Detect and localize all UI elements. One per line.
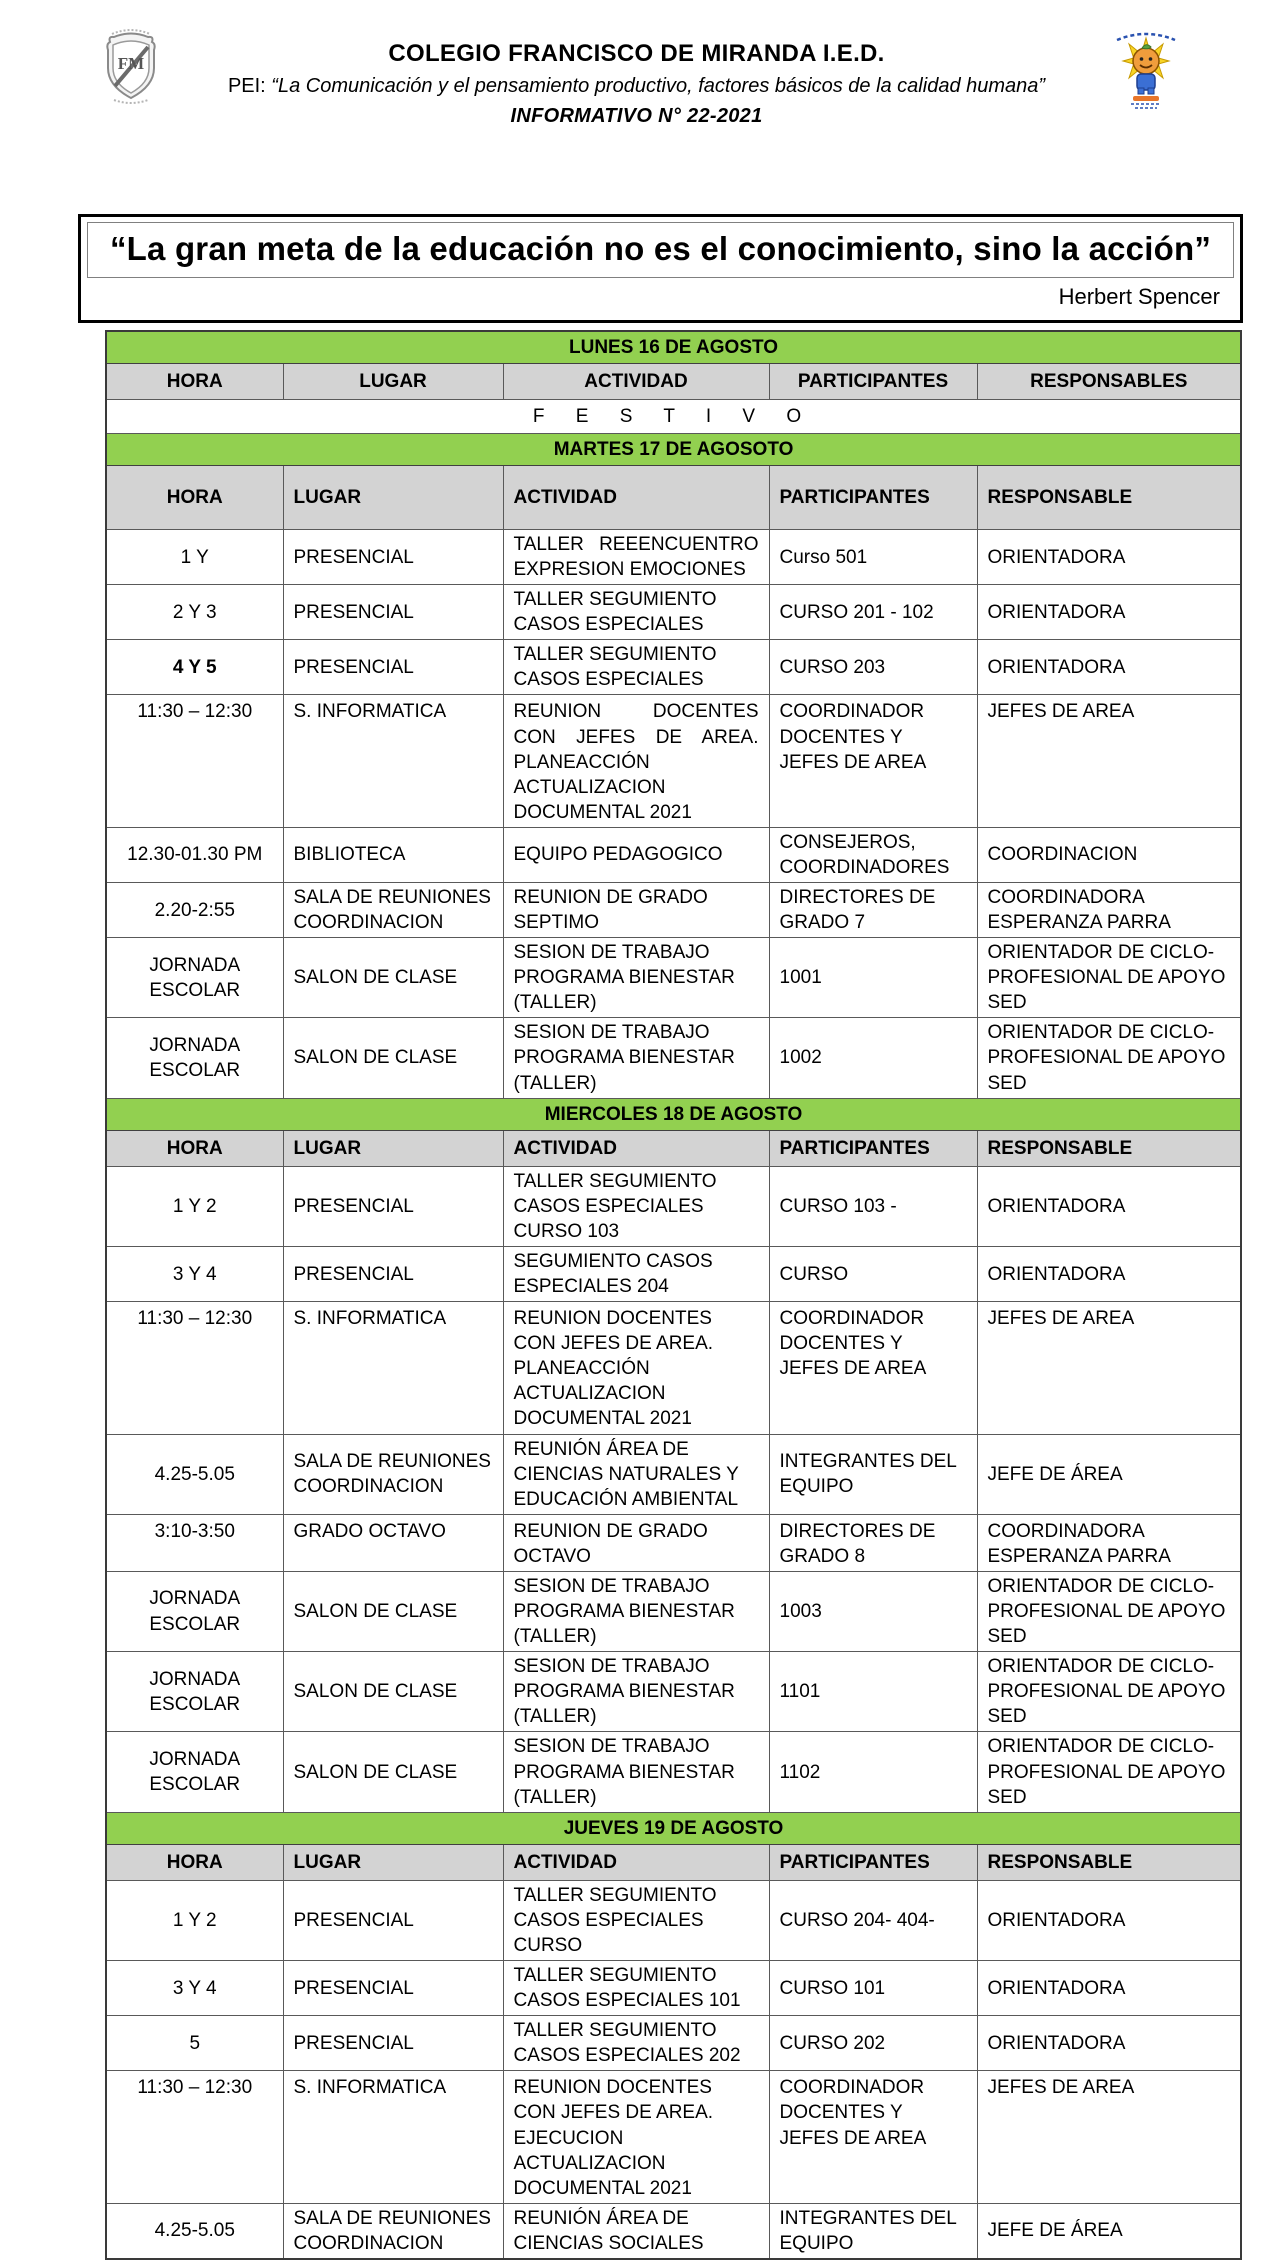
day-title: JUEVES 19 DE AGOSTO xyxy=(106,1812,1241,1844)
cell-participantes: INTEGRANTES DEL EQUIPO xyxy=(769,2203,977,2259)
day-band-row xyxy=(106,1812,1241,1844)
header-text-block xyxy=(164,26,1109,128)
schedule-row xyxy=(106,1166,1241,1246)
column-header-row xyxy=(106,1130,1241,1166)
cell-responsable: JEFES DE AREA xyxy=(977,695,1241,827)
document-header xyxy=(0,0,1275,128)
cell-lugar: PRESENCIAL xyxy=(283,1961,503,2016)
cell-hora: 2 Y 3 xyxy=(106,585,283,640)
cell-actividad: REUNION DE GRADO SEPTIMO xyxy=(503,883,769,938)
cell-participantes: INTEGRANTES DEL EQUIPO xyxy=(769,1434,977,1514)
col-header-hora: HORA xyxy=(106,1130,283,1166)
cell-responsable: ORIENTADOR DE CICLO- PROFESIONAL DE APOYO SED xyxy=(977,1732,1241,1812)
cell-actividad: SESION DE TRABAJO PROGRAMA BIENESTAR (TALLER) xyxy=(503,938,769,1018)
quote-text: “La gran meta de la educación no es el conocimiento, sino la acción” xyxy=(87,222,1234,278)
cell-participantes: CONSEJEROS, COORDINADORES xyxy=(769,827,977,882)
col-header-hora: HORA xyxy=(106,465,283,529)
quote-author: Herbert Spencer xyxy=(1058,283,1220,309)
cell-lugar: SALA DE REUNIONES COORDINACION xyxy=(283,883,503,938)
cell-lugar: SALA DE REUNIONES COORDINACION xyxy=(283,2203,503,2259)
cell-hora: JORNADA ESCOLAR xyxy=(106,1018,283,1098)
pei-line xyxy=(164,75,1109,98)
cell-responsable: COORDINADORA ESPERANZA PARRA xyxy=(977,1514,1241,1571)
col-header-responsable: RESPONSABLE xyxy=(977,1130,1241,1166)
cell-actividad: REUNION DOCENTES CON JEFES DE AREA. PLANEACCIÓN ACTUALIZACION DOCUMENTAL 2021 xyxy=(503,1302,769,1434)
cell-participantes: 1102 xyxy=(769,1732,977,1812)
cell-hora: 1 Y 2 xyxy=(106,1166,283,1246)
cell-actividad: REUNION DOCENTES CON JEFES DE AREA. EJECUCION ACTUALIZACION DOCUMENTAL 2021 xyxy=(503,2071,769,2203)
cell-participantes: CURSO 204- 404- xyxy=(769,1880,977,1960)
cell-participantes: COORDINADOR DOCENTES Y JEFES DE AREA xyxy=(769,1302,977,1434)
cell-hora: JORNADA ESCOLAR xyxy=(106,938,283,1018)
cell-responsable: ORIENTADOR DE CICLO- PROFESIONAL DE APOYO SED xyxy=(977,1571,1241,1651)
cell-lugar: BIBLIOTECA xyxy=(283,827,503,882)
col-header-lugar: LUGAR xyxy=(283,1844,503,1880)
cell-participantes: DIRECTORES DE GRADO 7 xyxy=(769,883,977,938)
cell-hora: 4.25-5.05 xyxy=(106,2203,283,2259)
cell-actividad: REUNIÓN ÁREA DE CIENCIAS SOCIALES xyxy=(503,2203,769,2259)
col-header-lugar: LUGAR xyxy=(283,363,503,399)
schedule-row xyxy=(106,883,1241,938)
cell-responsable: JEFES DE AREA xyxy=(977,2071,1241,2203)
quote-box xyxy=(78,214,1243,323)
cell-actividad: TALLER SEGUMIENTO CASOS ESPECIALES 101 xyxy=(503,1961,769,2016)
column-header-row xyxy=(106,363,1241,399)
schedule-row xyxy=(106,1732,1241,1812)
col-header-participantes: PARTICIPANTES xyxy=(769,363,977,399)
col-header-participantes: PARTICIPANTES xyxy=(769,465,977,529)
cell-lugar: S. INFORMATICA xyxy=(283,1302,503,1434)
cell-responsable: JEFE DE ÁREA xyxy=(977,2203,1241,2259)
cell-hora: 11:30 – 12:30 xyxy=(106,1302,283,1434)
cell-responsable: ORIENTADORA xyxy=(977,1247,1241,1302)
cell-hora: JORNADA ESCOLAR xyxy=(106,1652,283,1732)
schedule-row xyxy=(106,1247,1241,1302)
cell-participantes: CURSO 103 - xyxy=(769,1166,977,1246)
cell-participantes: COORDINADOR DOCENTES Y JEFES DE AREA xyxy=(769,2071,977,2203)
cell-actividad: TALLER SEGUMIENTO CASOS ESPECIALES CURSO xyxy=(503,1880,769,1960)
festivo-note: F E S T I V O xyxy=(106,399,1241,433)
cell-hora: 3 Y 4 xyxy=(106,1247,283,1302)
cell-lugar: PRESENCIAL xyxy=(283,1166,503,1246)
col-header-participantes: PARTICIPANTES xyxy=(769,1844,977,1880)
cell-hora: 12.30-01.30 PM xyxy=(106,827,283,882)
sunflower-kid-mascot-icon xyxy=(1109,26,1183,112)
cell-hora: 1 Y xyxy=(106,529,283,584)
bulletin-number: INFORMATIVO N° 22-2021 xyxy=(510,105,763,127)
pei-quote: “La Comunicación y el pensamiento productivo, factores básicos de la calidad humana” xyxy=(271,75,1046,97)
mascot-logo xyxy=(1109,26,1183,112)
cell-hora: JORNADA ESCOLAR xyxy=(106,1732,283,1812)
cell-participantes: 1001 xyxy=(769,938,977,1018)
cell-hora: 3 Y 4 xyxy=(106,1961,283,2016)
schedule-row xyxy=(106,827,1241,882)
cell-responsable: ORIENTADORA xyxy=(977,585,1241,640)
cell-responsable: JEFES DE AREA xyxy=(977,1302,1241,1434)
schedule-row xyxy=(106,1961,1241,2016)
cell-participantes: DIRECTORES DE GRADO 8 xyxy=(769,1514,977,1571)
col-header-responsables: RESPONSABLES xyxy=(977,363,1241,399)
school-crest-logo xyxy=(98,26,164,106)
cell-hora: 4.25-5.05 xyxy=(106,1434,283,1514)
cell-actividad: SESION DE TRABAJO PROGRAMA BIENESTAR (TALLER) xyxy=(503,1018,769,1098)
col-header-responsable: RESPONSABLE xyxy=(977,1844,1241,1880)
cell-actividad: TALLER REEENCUENTRO EXPRESION EMOCIONES xyxy=(503,529,769,584)
cell-hora: 2.20-2:55 xyxy=(106,883,283,938)
day-title: LUNES 16 DE AGOSTO xyxy=(106,331,1241,364)
cell-participantes: CURSO xyxy=(769,1247,977,1302)
cell-responsable: ORIENTADOR DE CICLO- PROFESIONAL DE APOYO SED xyxy=(977,1652,1241,1732)
cell-responsable: ORIENTADORA xyxy=(977,640,1241,695)
day-title: MARTES 17 DE AGOSOTO xyxy=(106,433,1241,465)
cell-hora: 4 Y 5 xyxy=(106,640,283,695)
schedule-row xyxy=(106,1880,1241,1960)
schedule-row xyxy=(106,1434,1241,1514)
schedule-row xyxy=(106,1302,1241,1434)
schedule-row xyxy=(106,1652,1241,1732)
col-header-actividad: ACTIVIDAD xyxy=(503,1130,769,1166)
cell-actividad: TALLER SEGUMIENTO CASOS ESPECIALES xyxy=(503,640,769,695)
cell-responsable: ORIENTADOR DE CICLO- PROFESIONAL DE APOYO SED xyxy=(977,938,1241,1018)
cell-actividad: EQUIPO PEDAGOGICO xyxy=(503,827,769,882)
cell-participantes: COORDINADOR DOCENTES Y JEFES DE AREA xyxy=(769,695,977,827)
col-header-hora: HORA xyxy=(106,1844,283,1880)
cell-participantes: 1101 xyxy=(769,1652,977,1732)
col-header-actividad: ACTIVIDAD xyxy=(503,1844,769,1880)
cell-lugar: GRADO OCTAVO xyxy=(283,1514,503,1571)
school-name: COLEGIO FRANCISCO DE MIRANDA I.E.D. xyxy=(388,40,885,67)
cell-actividad: TALLER SEGUMIENTO CASOS ESPECIALES CURSO 103 xyxy=(503,1166,769,1246)
col-header-hora: HORA xyxy=(106,363,283,399)
cell-participantes: Curso 501 xyxy=(769,529,977,584)
cell-lugar: S. INFORMATICA xyxy=(283,695,503,827)
col-header-participantes: PARTICIPANTES xyxy=(769,1130,977,1166)
cell-lugar: SALON DE CLASE xyxy=(283,1571,503,1651)
schedule-table xyxy=(105,330,1242,2260)
col-header-lugar: LUGAR xyxy=(283,465,503,529)
schedule-row xyxy=(106,2071,1241,2203)
pei-label: PEI: xyxy=(227,75,266,97)
col-header-lugar: LUGAR xyxy=(283,1130,503,1166)
cell-lugar: PRESENCIAL xyxy=(283,1880,503,1960)
cell-participantes: 1003 xyxy=(769,1571,977,1651)
cell-actividad: REUNION DOCENTES CON JEFES DE AREA. PLANEACCIÓN ACTUALIZACION DOCUMENTAL 2021 xyxy=(503,695,769,827)
cell-lugar: PRESENCIAL xyxy=(283,529,503,584)
cell-responsable: ORIENTADORA xyxy=(977,1880,1241,1960)
cell-lugar: SALON DE CLASE xyxy=(283,1018,503,1098)
cell-participantes: CURSO 101 xyxy=(769,1961,977,2016)
cell-lugar: PRESENCIAL xyxy=(283,585,503,640)
cell-lugar: PRESENCIAL xyxy=(283,1247,503,1302)
schedule-row xyxy=(106,1571,1241,1651)
schedule-row xyxy=(106,938,1241,1018)
cell-actividad: TALLER SEGUMIENTO CASOS ESPECIALES xyxy=(503,585,769,640)
cell-actividad: REUNIÓN ÁREA DE CIENCIAS NATURALES Y EDUCACIÓN AMBIENTAL xyxy=(503,1434,769,1514)
cell-actividad: SEGUMIENTO CASOS ESPECIALES 204 xyxy=(503,1247,769,1302)
schedule-row xyxy=(106,1018,1241,1098)
cell-participantes: CURSO 203 xyxy=(769,640,977,695)
schedule-row xyxy=(106,1514,1241,1571)
cell-responsable: ORIENTADORA xyxy=(977,529,1241,584)
cell-lugar: PRESENCIAL xyxy=(283,640,503,695)
cell-responsable: ORIENTADORA xyxy=(977,1961,1241,2016)
cell-responsable: JEFE DE ÁREA xyxy=(977,1434,1241,1514)
cell-hora: 11:30 – 12:30 xyxy=(106,695,283,827)
cell-responsable: ORIENTADOR DE CICLO- PROFESIONAL DE APOYO SED xyxy=(977,1018,1241,1098)
cell-actividad: SESION DE TRABAJO PROGRAMA BIENESTAR (TALLER) xyxy=(503,1652,769,1732)
day-band-row xyxy=(106,433,1241,465)
col-header-responsable: RESPONSABLE xyxy=(977,465,1241,529)
col-header-actividad: ACTIVIDAD xyxy=(503,363,769,399)
cell-responsable: ORIENTADORA xyxy=(977,1166,1241,1246)
schedule-row xyxy=(106,529,1241,584)
schedule-row xyxy=(106,2203,1241,2259)
cell-responsable: ORIENTADORA xyxy=(977,2016,1241,2071)
cell-hora: JORNADA ESCOLAR xyxy=(106,1571,283,1651)
cell-lugar: PRESENCIAL xyxy=(283,2016,503,2071)
cell-hora: 1 Y 2 xyxy=(106,1880,283,1960)
column-header-row xyxy=(106,465,1241,529)
cell-actividad: TALLER SEGUMIENTO CASOS ESPECIALES 202 xyxy=(503,2016,769,2071)
cell-responsable: COORDINADORA ESPERANZA PARRA xyxy=(977,883,1241,938)
cell-actividad: REUNION DE GRADO OCTAVO xyxy=(503,1514,769,1571)
schedule-row xyxy=(106,585,1241,640)
cell-hora: 3:10-3:50 xyxy=(106,1514,283,1571)
cell-lugar: S. INFORMATICA xyxy=(283,2071,503,2203)
schedule-row xyxy=(106,640,1241,695)
day-band-row xyxy=(106,1098,1241,1130)
cell-participantes: CURSO 202 xyxy=(769,2016,977,2071)
cell-participantes: 1002 xyxy=(769,1018,977,1098)
cell-lugar: SALON DE CLASE xyxy=(283,938,503,1018)
cell-responsable: COORDINACION xyxy=(977,827,1241,882)
cell-actividad: SESION DE TRABAJO PROGRAMA BIENESTAR (TALLER) xyxy=(503,1571,769,1651)
cell-lugar: SALA DE REUNIONES COORDINACION xyxy=(283,1434,503,1514)
festivo-row xyxy=(106,399,1241,433)
school-crest-icon xyxy=(98,26,164,106)
cell-participantes: CURSO 201 - 102 xyxy=(769,585,977,640)
cell-lugar: SALON DE CLASE xyxy=(283,1652,503,1732)
cell-hora: 5 xyxy=(106,2016,283,2071)
col-header-actividad: ACTIVIDAD xyxy=(503,465,769,529)
cell-lugar: SALON DE CLASE xyxy=(283,1732,503,1812)
schedule-row xyxy=(106,695,1241,827)
column-header-row xyxy=(106,1844,1241,1880)
cell-hora: 11:30 – 12:30 xyxy=(106,2071,283,2203)
day-title: MIERCOLES 18 DE AGOSTO xyxy=(106,1098,1241,1130)
day-band-row xyxy=(106,331,1241,364)
schedule-row xyxy=(106,2016,1241,2071)
cell-actividad: SESION DE TRABAJO PROGRAMA BIENESTAR (TALLER) xyxy=(503,1732,769,1812)
svg-text:FM: FM xyxy=(117,54,145,73)
